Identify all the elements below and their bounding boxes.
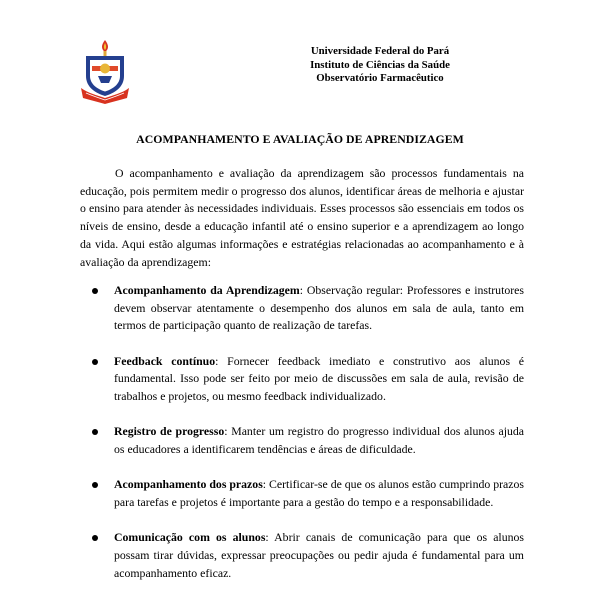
list-item [80, 529, 524, 582]
bullet-text: : Certificar-se de que os alunos estão cumprindo prazos para tarefas e projetos é importante para a gestão do tempo e a responsabilidade. [114, 477, 525, 510]
university-name: Universidade Federal do Pará [310, 45, 450, 57]
intro-paragraph: O acompanhamento e avaliação da aprendizagem são processos fundamentais na educação, pois permitem medir o progresso dos alunos, identificar áreas de melhoria e ajustar o ensino para atender às necessidades individuais. Esses processos são essenciais em todos os níveis de ensino, desde a educação infantil até o ensino superior e a aprendizagem ao longo da vida. Aqui estão algumas informações e estratégias relacionadas ao acompanhamento e à avaliação da aprendizagem: [80, 166, 524, 269]
list-item [80, 423, 524, 458]
bullet-list [80, 282, 524, 593]
bullet-text: : Abrir canais de comunicação para que os alunos possam tirar dúvidas, expressar preocupações ou pedir ajuda é fundamental para um acompanhamento eficaz. [114, 530, 524, 580]
institute-name: Instituto de Ciências da Saúde [310, 58, 450, 71]
institution-block [220, 45, 540, 86]
bullet-icon [92, 482, 98, 488]
list-item [80, 476, 524, 511]
bullet-title: Acompanhamento da Aprendizagem [114, 283, 300, 297]
bullet-icon [92, 288, 98, 294]
bullet-icon [92, 429, 98, 435]
list-item [80, 282, 524, 335]
observatory-name: Observatório Farmacêutico [316, 72, 444, 85]
bullet-text: : Observação regular: Professores e instrutores devem observar atentamente o desempenho dos alunos em sala de aula, tanto em termos de participação quanto de realização de tarefas. [114, 283, 524, 333]
bullet-text: : Manter um registro do progresso individual dos alunos ajuda os educadores a identificarem tendências e áreas de dificuldade. [114, 424, 525, 457]
document-title: ACOMPANHAMENTO E AVALIAÇÃO DE APRENDIZAGEM [136, 132, 464, 146]
bullet-icon [92, 535, 98, 541]
bullet-icon [92, 359, 98, 365]
document-header [80, 38, 540, 108]
bullet-text: : Fornecer feedback imediato e construtivo aos alunos é fundamental. Isso pode ser feito por meio de discussões em sala de aula, revisão de trabalhos e projetos, ou mesmo feedback individualizado. [114, 353, 524, 404]
bullet-title: Comunicação com os alunos [114, 530, 266, 545]
university-crest-icon [80, 38, 130, 104]
bullet-title: Feedback contínuo [114, 353, 216, 368]
bullet-title: Acompanhamento dos prazos [114, 477, 263, 492]
bullet-title: Registro de progresso [114, 424, 225, 439]
list-item [80, 353, 524, 406]
